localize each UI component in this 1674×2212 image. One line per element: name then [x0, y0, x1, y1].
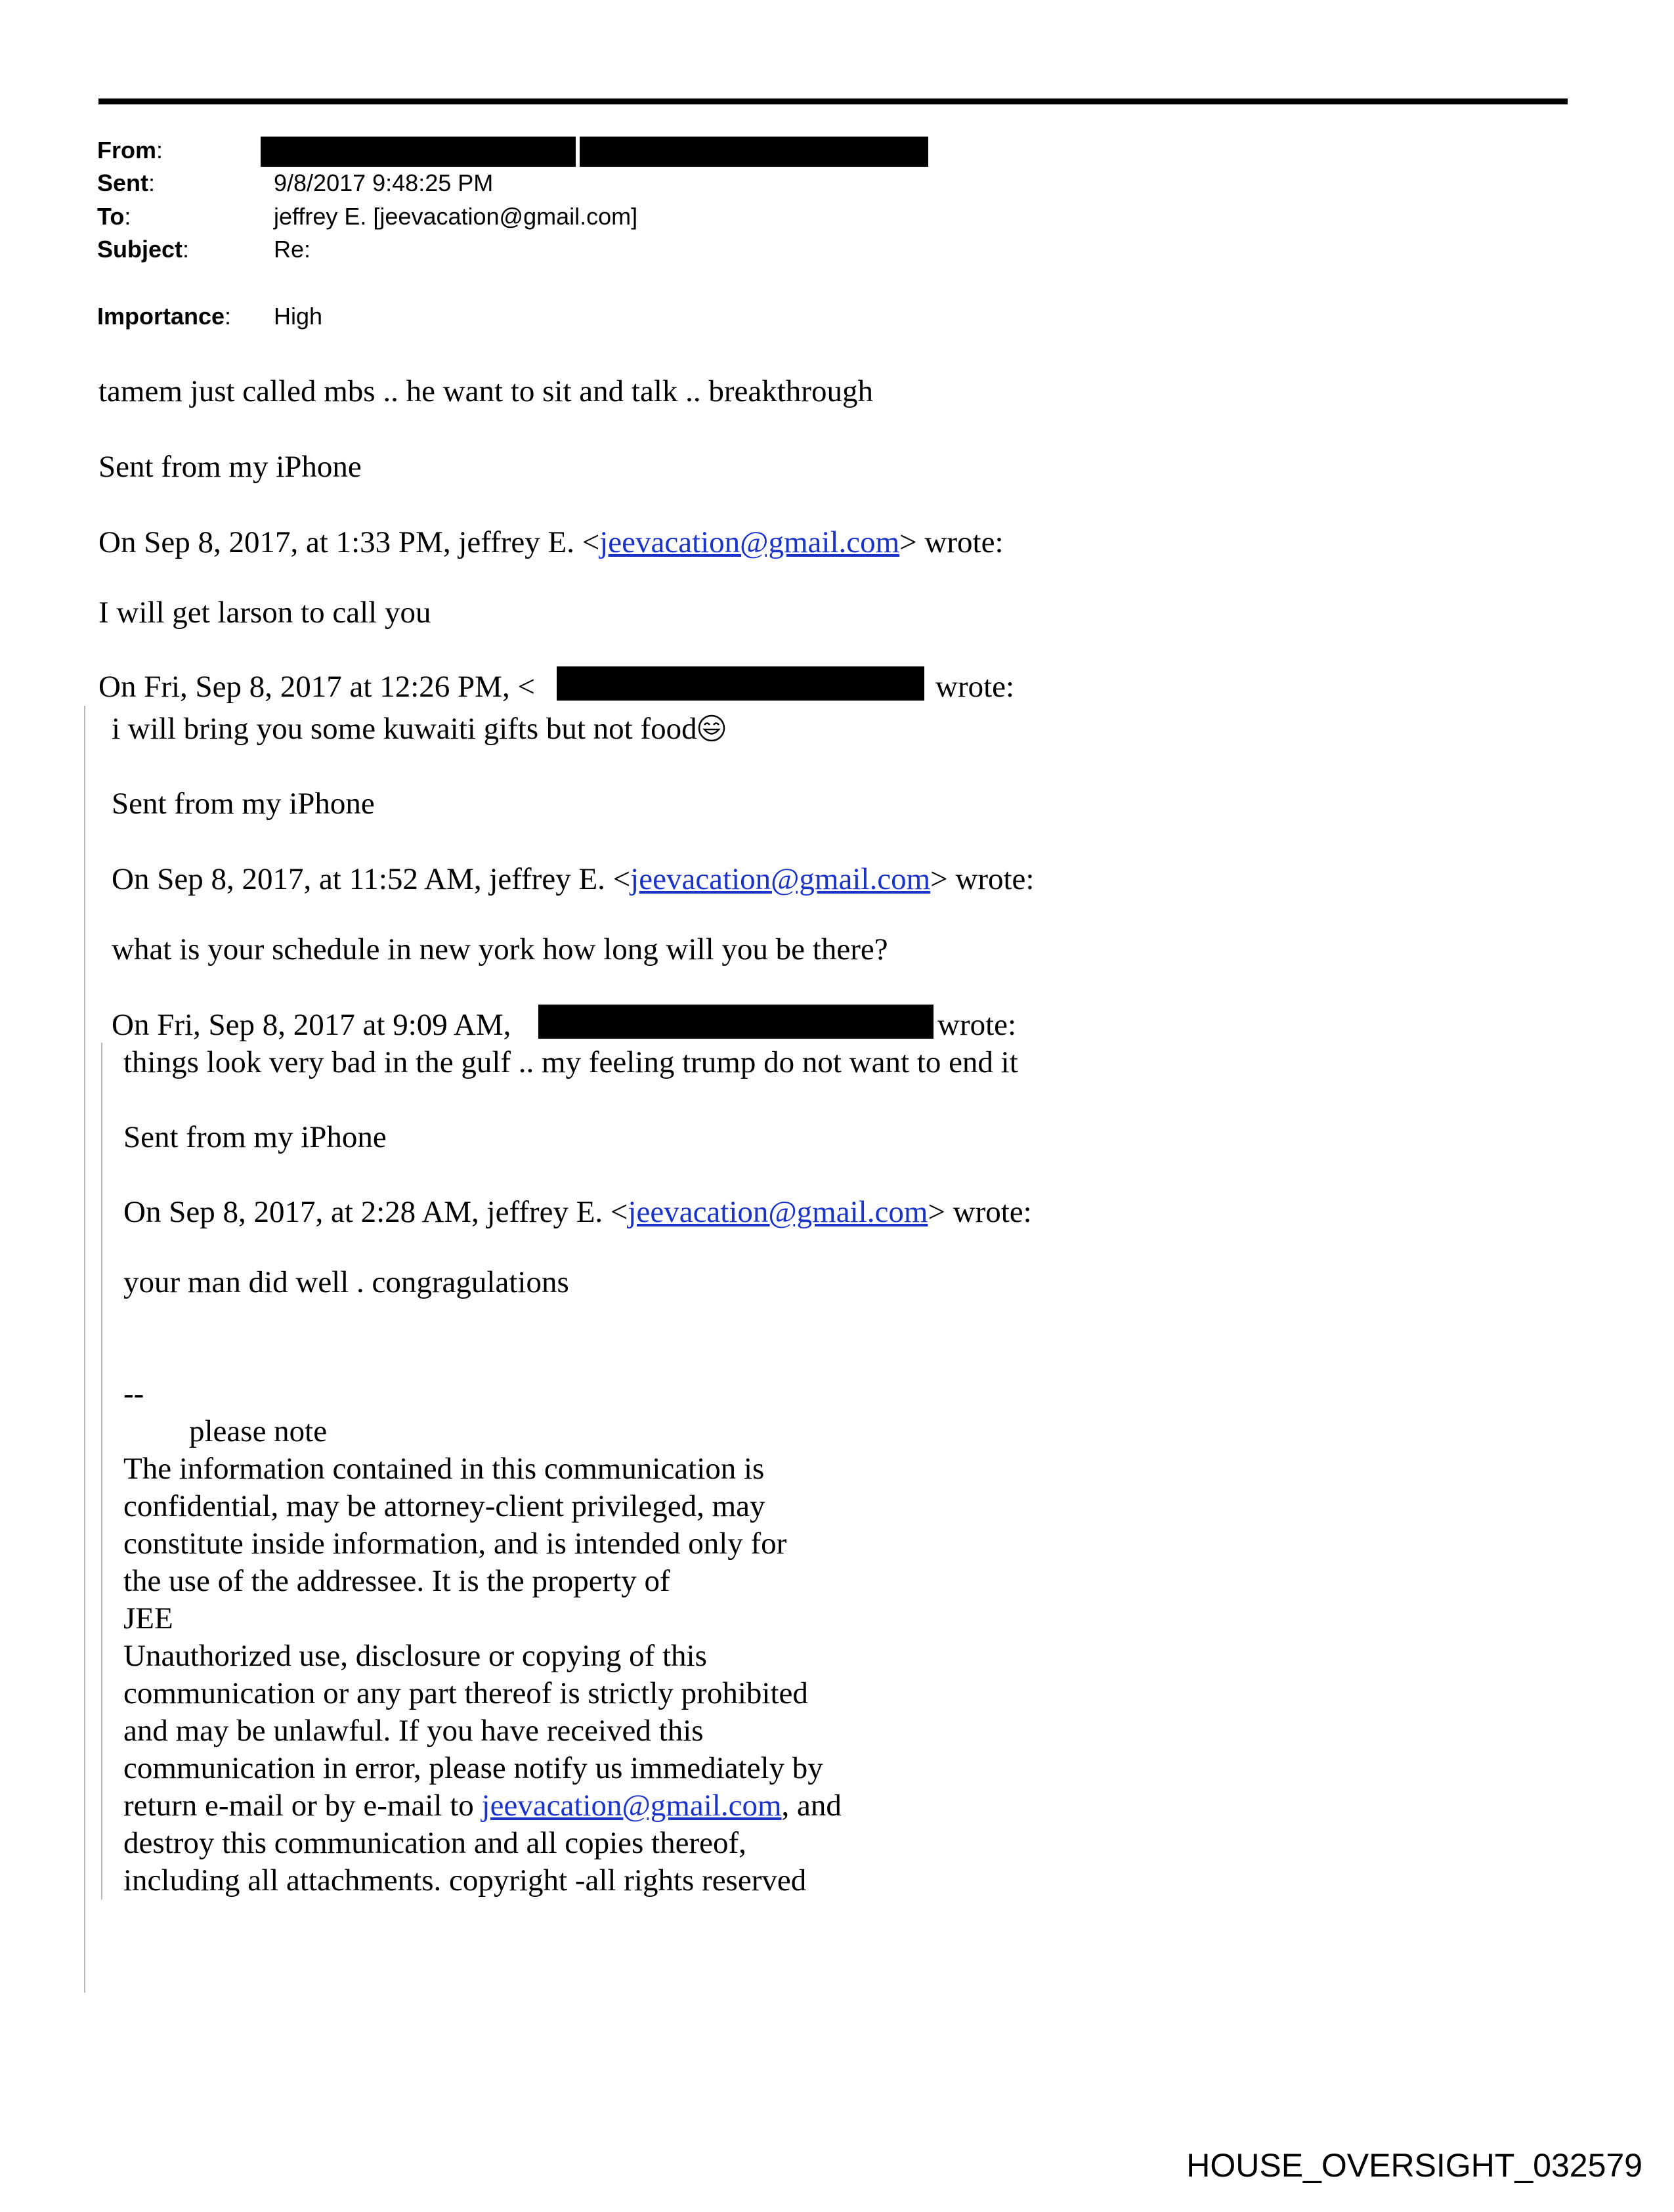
reply3-body: what is your schedule in new york how long will you be there? — [112, 932, 888, 966]
from-label: From: — [97, 137, 163, 163]
redaction-from-1 — [261, 137, 576, 167]
reply1-attribution: On Sep 8, 2017, at 1:33 PM, jeffrey E. <jeevacation@gmail.com> wrote: — [98, 525, 1004, 559]
importance-label: Importance: — [97, 303, 232, 330]
to-label: To: — [97, 203, 131, 230]
disclaimer-line: and may be unlawful. If you have received this — [123, 1714, 704, 1748]
disclaimer-line: the use of the addressee. It is the property of — [123, 1564, 670, 1598]
reply5-attribution: On Sep 8, 2017, at 2:28 AM, jeffrey E. <jeevacation@gmail.com> wrote: — [123, 1195, 1032, 1229]
quote-bar-inner — [101, 1043, 102, 1899]
disclaimer-note: please note — [189, 1414, 328, 1448]
disclaimer-line: communication in error, please notify us immediately by — [123, 1751, 823, 1785]
redaction-reply2-sender — [557, 666, 924, 701]
reply4-attribution-suffix: wrote: — [937, 1008, 1017, 1042]
disclaimer-line: including all attachments. copyright -all rights reserved — [123, 1863, 807, 1898]
reply1-email-link[interactable]: jeevacation@gmail.com — [599, 525, 900, 559]
quote-bar-outer — [84, 706, 85, 1993]
redaction-from-2 — [580, 137, 928, 167]
reply3-attribution: On Sep 8, 2017, at 11:52 AM, jeffrey E. <jeevacation@gmail.com> wrote: — [112, 862, 1035, 896]
reply4-signature: Sent from my iPhone — [123, 1120, 387, 1154]
bates-number: HOUSE_OVERSIGHT_032579 — [1186, 2147, 1642, 2184]
disclaimer-line: The information contained in this communication is — [123, 1452, 765, 1486]
reply2-body: i will bring you some kuwaiti gifts but not food — [112, 710, 726, 747]
disclaimer-line: destroy this communication and all copies thereof, — [123, 1826, 746, 1860]
smiling-face-icon — [697, 714, 726, 743]
redaction-reply4-sender — [538, 1005, 934, 1039]
disclaimer-line: communication or any part thereof is strictly prohibited — [123, 1676, 808, 1710]
disclaimer-line: confidential, may be attorney-client privileged, may — [123, 1489, 765, 1523]
reply5-email-link[interactable]: jeevacation@gmail.com — [628, 1195, 928, 1229]
reply1-body: I will get larson to call you — [98, 596, 431, 630]
sent-label: Sent: — [97, 169, 156, 196]
message-signature: Sent from my iPhone — [98, 450, 362, 484]
message-body: tamem just called mbs .. he want to sit and talk .. breakthrough — [98, 374, 873, 408]
sent-value: 9/8/2017 9:48:25 PM — [274, 169, 494, 196]
disclaimer-email-link[interactable]: jeevacation@gmail.com — [481, 1789, 782, 1823]
reply5-body: your man did well . congragulations — [123, 1265, 569, 1299]
reply2-signature: Sent from my iPhone — [112, 787, 375, 821]
to-value: jeffrey E. [jeevacation@gmail.com] — [274, 203, 638, 230]
reply2-attribution: On Fri, Sep 8, 2017 at 12:26 PM, < — [98, 670, 535, 704]
disclaimer-line: Unauthorized use, disclosure or copying of this — [123, 1639, 707, 1673]
reply4-body: things look very bad in the gulf .. my feeling trump do not want to end it — [123, 1045, 1018, 1079]
reply4-attribution: On Fri, Sep 8, 2017 at 9:09 AM, — [112, 1008, 511, 1042]
top-rule — [98, 98, 1568, 104]
reply2-attribution-suffix: wrote: — [935, 670, 1015, 704]
disclaimer-line: return e-mail or by e-mail to jeevacation@gmail.com, and — [123, 1789, 842, 1823]
disclaimer-line: constitute inside information, and is intended only for — [123, 1527, 787, 1561]
disclaimer-separator: -- — [123, 1377, 144, 1411]
subject-value: Re: — [274, 236, 311, 263]
disclaimer-line: JEE — [123, 1601, 173, 1636]
subject-label: Subject: — [97, 236, 190, 263]
reply3-email-link[interactable]: jeevacation@gmail.com — [630, 862, 931, 896]
importance-value: High — [274, 303, 323, 330]
